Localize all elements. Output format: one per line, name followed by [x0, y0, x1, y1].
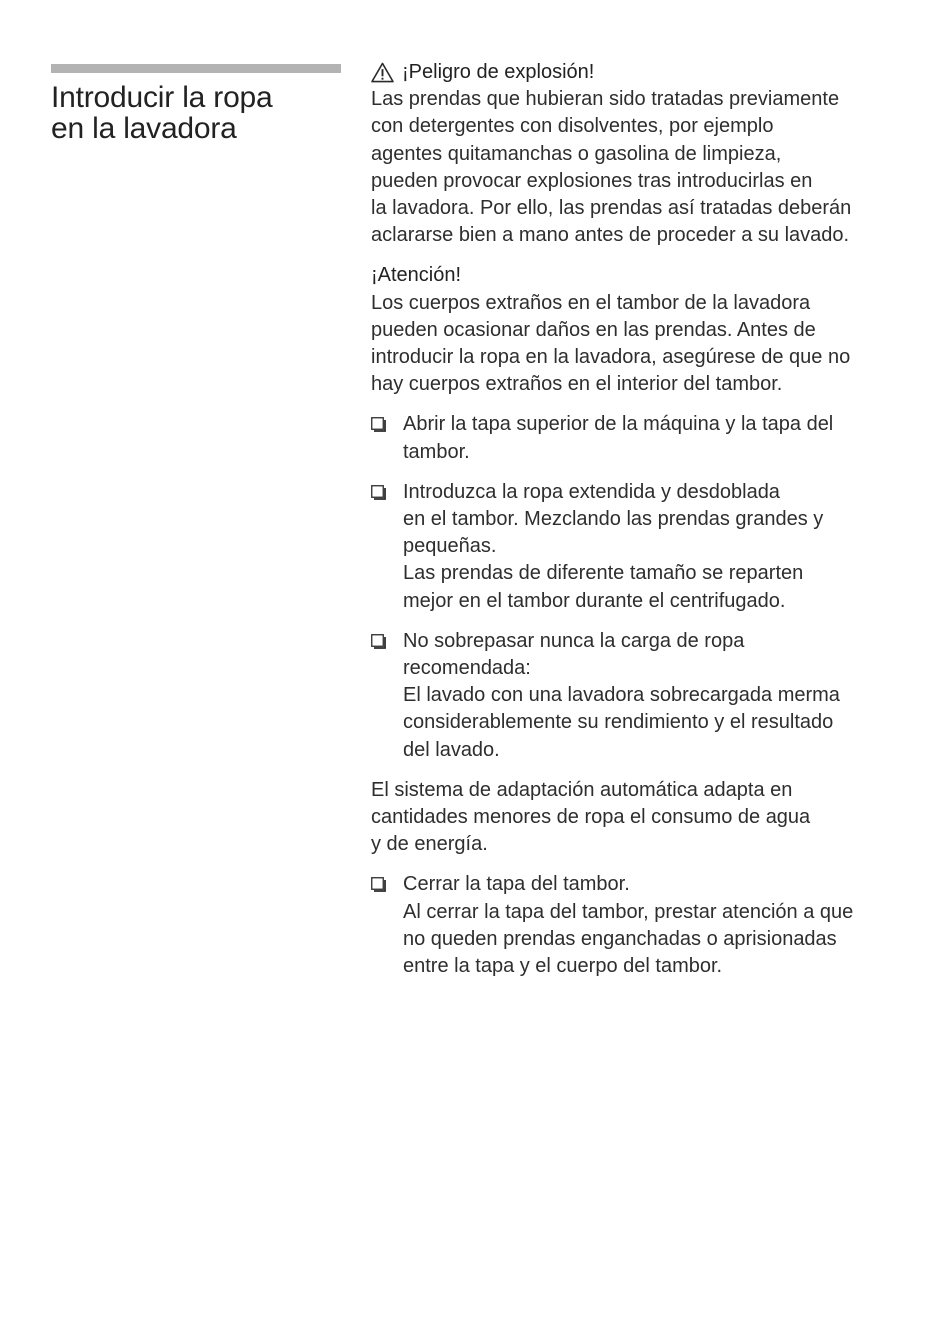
text-line: y de energía. — [371, 833, 488, 856]
section-title — [51, 82, 346, 144]
text-line: del lavado. — [403, 738, 500, 761]
text-line: agentes quitamanchas o gasolina de limpieza, — [371, 142, 782, 165]
text-line: El sistema de adaptación automática adapta en — [371, 778, 793, 801]
text-line: no queden prendas enganchadas o aprisionadas — [403, 927, 837, 950]
text-line: aclararse bien a mano antes de proceder a su lavado. — [371, 224, 850, 247]
section-title-line: en la lavadora — [51, 112, 237, 145]
section-title-line: Introducir la ropa — [51, 81, 273, 114]
text-line: Al cerrar la tapa del tambor, prestar atención a que — [403, 900, 854, 923]
note-text — [371, 777, 911, 859]
text-line: hay cuerpos extraños en el interior del tambor. — [371, 373, 783, 396]
section-rule — [51, 64, 341, 73]
text-line: Abrir la tapa superior de la máquina y la tapa del — [403, 413, 834, 436]
attention-title: ¡Atención! — [371, 264, 462, 287]
text-line: pueden provocar explosiones tras introducirlas en — [371, 169, 813, 192]
text-line: tambor. — [403, 440, 470, 463]
text-line: Las prendas de diferente tamaño se reparten — [403, 562, 804, 585]
text-line: pueden ocasionar daños en las prendas. Antes de — [371, 318, 816, 341]
step-load-laundry — [371, 479, 911, 615]
adaptation-note — [371, 777, 911, 859]
text-line: introducir la ropa en la lavadora, asegúrese de que no — [371, 346, 851, 369]
checkbox-bullet-icon — [371, 877, 386, 892]
text-line: Las prendas que hubieran sido tratadas previamente — [371, 88, 840, 111]
attention-text — [371, 290, 911, 399]
text-line: Los cuerpos extraños en el tambor de la lavadora — [371, 291, 811, 314]
text-line: cantidades menores de ropa el consumo de agua — [371, 806, 811, 829]
warning-text — [371, 86, 911, 249]
warning-title-row — [371, 59, 911, 86]
checkbox-bullet-icon — [371, 417, 386, 432]
text-line: entre la tapa y el cuerpo del tambor. — [403, 955, 723, 978]
text-line: recomendada: — [403, 657, 531, 680]
step-open-lid — [371, 411, 911, 465]
warning-block — [371, 59, 911, 249]
warning-triangle-icon — [371, 62, 394, 83]
step-close-lid — [371, 871, 911, 980]
warning-title: ¡Peligro de explosión! — [402, 61, 595, 83]
text-line: con detergentes con disolventes, por ejemplo — [371, 115, 774, 138]
checkbox-bullet-icon — [371, 634, 386, 649]
checkbox-bullet-icon — [371, 485, 386, 500]
text-line: Cerrar la tapa del tambor. — [403, 873, 630, 896]
attention-block — [371, 262, 911, 398]
text-line: El lavado con una lavadora sobrecargada merma — [403, 684, 840, 707]
text-line: Introduzca la ropa extendida y desdoblada — [403, 480, 780, 503]
text-line: en el tambor. Mezclando las prendas grandes y — [403, 508, 824, 531]
text-line: mejor en el tambor durante el centrifugado. — [403, 589, 786, 612]
text-line: la lavadora. Por ello, las prendas así tratadas deberán — [371, 197, 852, 220]
text-line: No sobrepasar nunca la carga de ropa — [403, 629, 745, 652]
text-line: pequeñas. — [403, 535, 497, 558]
step-load-limit — [371, 628, 911, 764]
text-line: considerablemente su rendimiento y el resultado — [403, 711, 834, 734]
section-content — [371, 59, 911, 993]
